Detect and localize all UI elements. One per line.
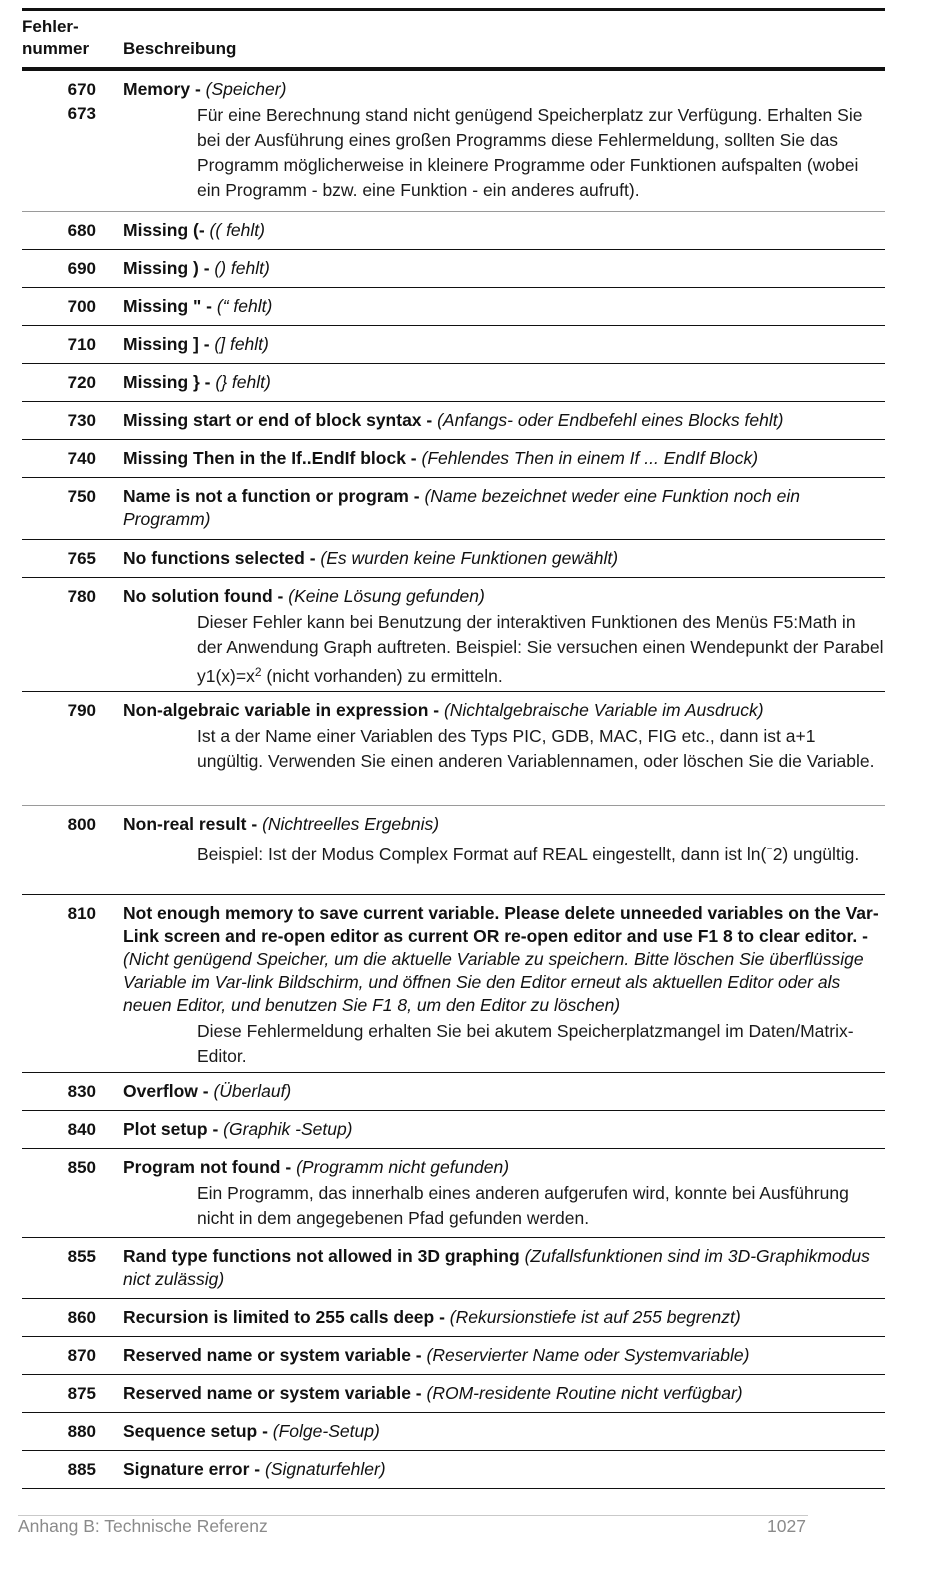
- error-title: No solution found -: [123, 586, 284, 606]
- error-title: Plot setup -: [123, 1119, 219, 1139]
- table-row: [22, 540, 885, 578]
- error-number: 855: [67, 1247, 96, 1266]
- error-translation: (Es wurden keine Funktionen gewählt): [320, 548, 619, 568]
- table-row: [22, 250, 885, 288]
- error-detail: Für eine Berechnung stand nicht genügend Speicherplatz zur Verfügung. Erhalten Sie bei der Ausführung eines großen Programms diese Fehlermeldung, sollten Sie das Programm möglicherweise in kleinere Programme oder Funktionen aufspalten (wobei ein Programm - bzw. eine Funktion - ein anderes aufruft).: [197, 105, 863, 200]
- error-title: Memory -: [123, 79, 201, 99]
- error-title: Reserved name or system variable -: [123, 1345, 422, 1365]
- error-number: 880: [67, 1422, 96, 1441]
- error-title: Missing } -: [123, 372, 211, 392]
- table-body: [22, 71, 885, 1489]
- error-number: 750: [67, 487, 96, 506]
- error-description: [123, 585, 885, 689]
- table-row: [22, 1111, 885, 1149]
- error-detail: Beispiel: Ist der Modus Complex Format auf REAL eingestellt, dann ist ln(⁻2) ungültig.: [197, 843, 860, 864]
- error-translation: (] fehlt): [214, 334, 269, 354]
- error-translation: (ROM-residente Routine nicht verfügbar): [426, 1383, 743, 1403]
- error-title: Signature error -: [123, 1459, 261, 1479]
- error-number: 680: [67, 221, 96, 240]
- error-description: [123, 257, 885, 280]
- error-description: [123, 219, 885, 242]
- error-number: 840: [67, 1120, 96, 1139]
- error-description: [123, 1458, 885, 1481]
- footer-section-title: Anhang B: Technische Referenz: [18, 1516, 268, 1536]
- page-number: 1027: [767, 1516, 806, 1536]
- table-row: [22, 1073, 885, 1111]
- error-number: 670 673: [67, 80, 96, 123]
- error-description: [123, 371, 885, 394]
- error-description: [123, 1382, 885, 1405]
- error-translation: (Name bezeichnet weder eine Funktion noch ein Programm): [123, 486, 800, 529]
- error-title: Not enough memory to save current variable. Please delete unneeded variables on the Var-Link screen and re-open editor as current OR re-open editor and use F1 8 to clear editor. -: [123, 903, 879, 946]
- error-title: Missing Then in the If..EndIf block -: [123, 448, 417, 468]
- error-title: No functions selected -: [123, 548, 316, 568]
- table-row: [22, 578, 885, 692]
- table-row: [22, 1337, 885, 1375]
- error-detail: Diese Fehlermeldung erhalten Sie bei akutem Speicherplatzmangel im Daten/Matrix-Editor.: [197, 1021, 854, 1066]
- error-description: [123, 1420, 885, 1443]
- table-row: [22, 1413, 885, 1451]
- error-translation: (Überlauf): [213, 1081, 292, 1101]
- error-number: 730: [67, 411, 96, 430]
- error-description: [123, 902, 885, 1069]
- error-number: 885: [67, 1460, 96, 1479]
- error-number: 710: [67, 335, 96, 354]
- error-translation: (Zufallsfunktionen sind im 3D-Graphikmodus nict zulässig): [123, 1246, 870, 1289]
- error-number: 870: [67, 1346, 96, 1365]
- error-translation: (Nicht genügend Speicher, um die aktuelle Variable zu speichern. Bitte löschen Sie überflüssige Variable im Var-link Bildschirm, und öffnen Sie den Editor erneut als aktuellen Editor oder als neuen Editor, und benutzen Sie F1 8, um den Editor zu löschen): [123, 949, 864, 1015]
- error-title: Reserved name or system variable -: [123, 1383, 422, 1403]
- error-translation: (Nichtalgebraische Variable im Ausdruck): [443, 700, 764, 720]
- error-description: [123, 333, 885, 356]
- error-title: Rand type functions not allowed in 3D graphing: [123, 1246, 520, 1266]
- error-description: [123, 295, 885, 318]
- table-row: [22, 440, 885, 478]
- error-description: [123, 485, 885, 531]
- error-number: 765: [67, 549, 96, 568]
- error-translation: (Signaturfehler): [265, 1459, 386, 1479]
- table-row: [22, 1451, 885, 1489]
- header-description: Beschreibung: [123, 39, 237, 58]
- error-description: [123, 813, 885, 867]
- error-title: Overflow -: [123, 1081, 209, 1101]
- table-header: [22, 11, 885, 71]
- error-number: 690: [67, 259, 96, 278]
- error-translation: (Anfangs- oder Endbefehl eines Blocks fehlt): [437, 410, 784, 430]
- table-row: [22, 364, 885, 402]
- error-description: [123, 447, 885, 470]
- error-description: [123, 78, 885, 203]
- error-number: 740: [67, 449, 96, 468]
- table-row: [22, 1375, 885, 1413]
- table-row: [22, 71, 885, 212]
- error-title: Missing (-: [123, 220, 205, 240]
- error-table: [22, 8, 885, 1489]
- error-number: 780: [67, 587, 96, 606]
- error-description: [123, 547, 885, 570]
- error-title: Sequence setup -: [123, 1421, 268, 1441]
- error-description: [123, 699, 885, 774]
- error-title: Missing " -: [123, 296, 212, 316]
- error-description: [123, 1306, 885, 1329]
- error-translation: (Graphik -Setup): [223, 1119, 353, 1139]
- error-translation: (( fehlt): [209, 220, 265, 240]
- table-row: [22, 326, 885, 364]
- error-number: 790: [67, 701, 96, 720]
- error-number: 860: [67, 1308, 96, 1327]
- error-description: [123, 1245, 885, 1291]
- error-title: Recursion is limited to 255 calls deep -: [123, 1307, 445, 1327]
- error-number: 830: [67, 1082, 96, 1101]
- table-row: [22, 1299, 885, 1337]
- error-title: Non-real result -: [123, 814, 258, 834]
- error-translation: (Nichtreelles Ergebnis): [262, 814, 440, 834]
- error-detail: Dieser Fehler kann bei Benutzung der interaktiven Funktionen des Menüs F5:Math in der Anwendung Graph auftreten. Beispiel: Sie versuchen einen Wendepunkt der Parabel $y1(x)=x^2$ (nicht vorhanden) zu ermitteln.: [197, 612, 884, 686]
- header-error-number: Fehler- nummer: [22, 17, 90, 58]
- error-number: 800: [67, 815, 96, 834]
- error-translation: (} fehlt): [215, 372, 271, 392]
- error-title: Program not found -: [123, 1157, 292, 1177]
- error-translation: (Folge-Setup): [272, 1421, 380, 1441]
- error-detail: Ein Programm, das innerhalb eines anderen aufgerufen wird, konnte bei Ausführung nicht in dem angegebenen Pfad gefunden werden.: [197, 1183, 849, 1228]
- table-row: [22, 806, 885, 895]
- error-title: Name is not a function or program -: [123, 486, 420, 506]
- error-translation: (Programm nicht gefunden): [296, 1157, 510, 1177]
- error-title: Missing start or end of block syntax -: [123, 410, 433, 430]
- error-number: 720: [67, 373, 96, 392]
- error-description: [123, 1344, 885, 1367]
- table-row: [22, 402, 885, 440]
- error-number: 810: [67, 904, 96, 923]
- error-translation: () fehlt): [214, 258, 270, 278]
- table-row: [22, 1238, 885, 1299]
- error-translation: (Fehlendes Then in einem If ... EndIf Block): [421, 448, 759, 468]
- error-number: 700: [67, 297, 96, 316]
- error-description: [123, 1118, 885, 1141]
- error-translation: (Speicher): [205, 79, 287, 99]
- table-row: [22, 692, 885, 806]
- error-translation: (“ fehlt): [216, 296, 273, 316]
- error-translation: (Reservierter Name oder Systemvariable): [426, 1345, 750, 1365]
- error-detail: Ist a der Name einer Variablen des Typs PIC, GDB, MAC, FIG etc., dann ist a+1 ungültig. Verwenden Sie einen anderen Variablennamen, oder löschen Sie die Variable.: [197, 726, 875, 771]
- error-translation: (Keine Lösung gefunden): [288, 586, 485, 606]
- error-title: Missing ) -: [123, 258, 210, 278]
- table-row: [22, 478, 885, 540]
- error-number: 875: [67, 1384, 96, 1403]
- error-number: 850: [67, 1158, 96, 1177]
- error-description: [123, 1156, 885, 1231]
- error-translation: (Rekursionstiefe ist auf 255 begrenzt): [449, 1307, 741, 1327]
- table-row: [22, 895, 885, 1073]
- table-row: [22, 288, 885, 326]
- error-title: Missing ] -: [123, 334, 210, 354]
- table-row: [22, 1149, 885, 1238]
- error-description: [123, 409, 885, 432]
- error-description: [123, 1080, 885, 1103]
- table-row: [22, 212, 885, 250]
- error-title: Non-algebraic variable in expression -: [123, 700, 440, 720]
